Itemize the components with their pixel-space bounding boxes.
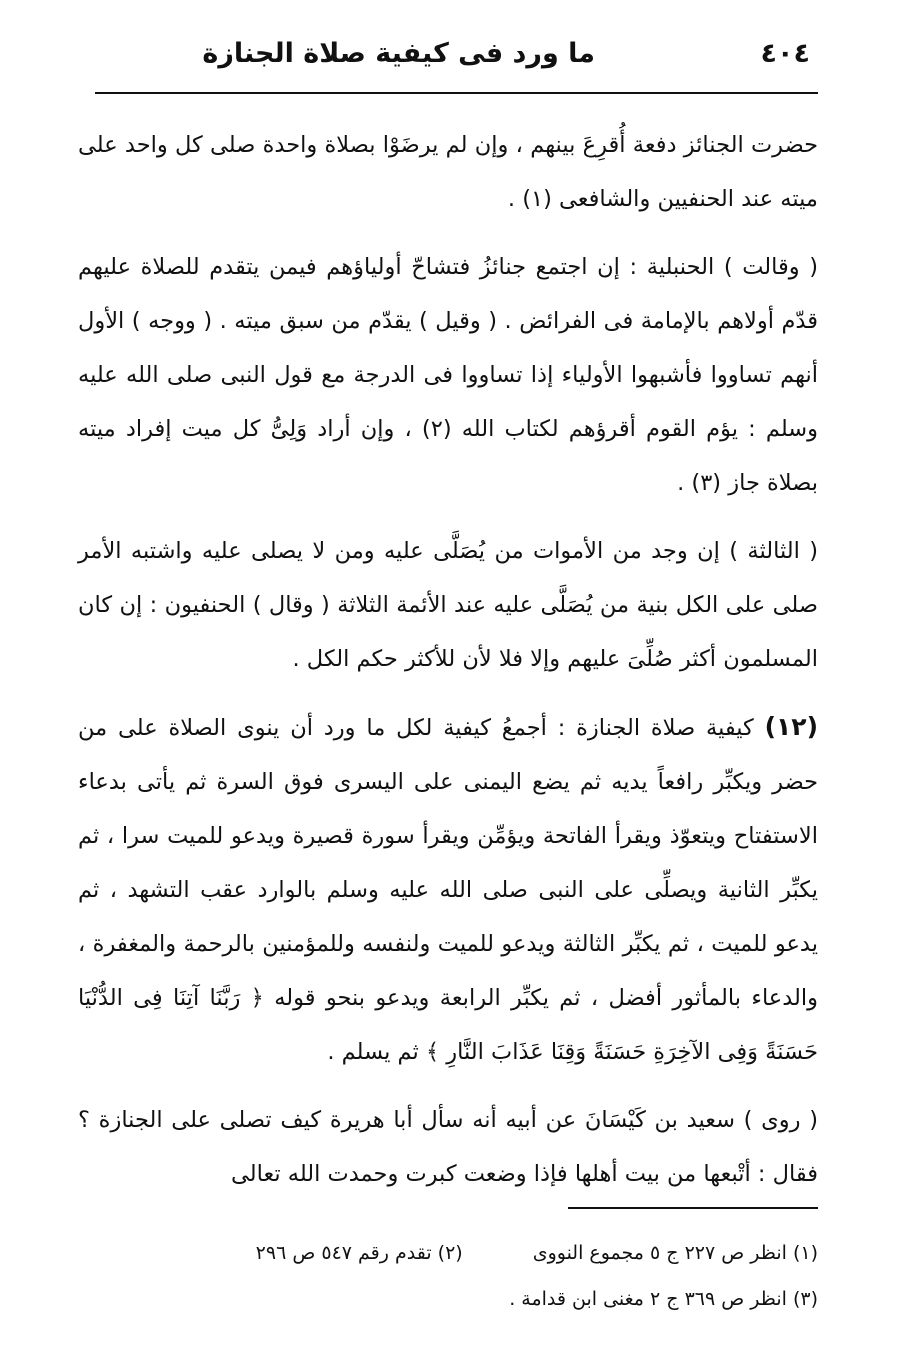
running-title: ما ورد فى كيفية صلاة الجنازة <box>202 38 595 69</box>
footnote-divider <box>568 1207 818 1209</box>
paragraph-4 <box>78 700 818 1079</box>
main-text <box>78 118 818 1201</box>
paragraph-4-text: كيفية صلاة الجنازة : أجمعُ كيفية لكل ما ورد أن ينوى الصلاة على من حضر ويكبِّر رافعاً يديه ثم يضع اليمنى على اليسرى فوق السرة ثم يأتى بدعاء الاستفتاح ويتعوّذ ويقرأ الفاتحة ويؤمِّن ويقرأ سورة قصيرة ويدعو للميت سرا ، ثم يكبِّر الثانية ويصلِّى على النبى صلى الله عليه وسلم بالوارد عقب التشهد ، ثم يدعو للميت ، ثم يكبِّر الثالثة ويدعو للميت ولنفسه وللمؤمنين بالرحمة والمغفرة ، والدعاء بالمأثور أفضل ، ثم يكبِّر الرابعة ويدعو بنحو قوله <box>78 715 819 1011</box>
footnote-row <box>150 1230 818 1276</box>
section-number: (١٢) <box>764 712 818 741</box>
paragraph-4-ending: ثم يسلم . <box>327 1039 419 1065</box>
page-number: ٤٠٤ <box>760 38 810 69</box>
quran-verse: ﴿ رَبَّنَا آتِنَا فِى الدُّنْيَا حَسَنَةً وَفِى الآخِرَةِ حَسَنَةً وَقِنَا عَذَابَ النَّارِ ﴾ <box>78 985 818 1065</box>
header-divider <box>95 92 818 94</box>
footnotes <box>150 1230 818 1322</box>
paragraph-2: ( وقالت ) الحنبلية : إن اجتمع جنائزُ فتشاحّ أولياؤهم فيمن يتقدم للصلاة عليهم قدّم أولاهم بالإمامة فى الفرائض . ( وقيل ) يقدّم من سبق ميته . ( ووجه ) الأول أنهم تساووا فأشبهوا الأولياء إذا تساووا فى الدرجة مع قول النبى صلى الله عليه وسلم : يؤم القوم أقرؤهم لكتاب الله (٢) ، وإن أراد وَلِىُّ كل ميت إفراد ميته بصلاة جاز (٣) . <box>78 254 818 496</box>
footnote-1: (١) انظر ص ٢٢٧ ج ٥ مجموع النووى <box>532 1242 818 1264</box>
paragraph-5: ( روى ) سعيد بن كَيْسَانَ عن أبيه أنه سأل أبا هريرة كيف تصلى على الجنازة ؟ فقال : أتْبعها من بيت أهلها فإذا وضعت كبرت وحمدت الله تعالى <box>78 1107 818 1187</box>
paragraph-3: ( الثالثة ) إن وجد من الأموات من يُصَلَّى عليه ومن لا يصلى عليه واشتبه الأمر صلى على الكل بنية من يُصَلَّى عليه عند الأئمة الثلاثة ( وقال ) الحنفيون : إن كان المسلمون أكثر صُلِّىَ عليهم وإلا فلا لأن للأكثر حكم الكل . <box>78 538 818 672</box>
paragraph-1: حضرت الجنائز دفعة أُقرِعَ بينهم ، وإن لم يرضَوْا بصلاة واحدة صلى كل واحد على ميته عند الحنفيين والشافعى (١) . <box>78 132 818 212</box>
footnote-3: (٣) انظر ص ٣٦٩ ج ٢ مغنى ابن قدامة . <box>509 1288 818 1310</box>
page-header <box>95 34 810 82</box>
footnote-row <box>150 1276 818 1322</box>
footnote-2: (٢) تقدم رقم ٥٤٧ ص ٢٩٦ <box>255 1242 463 1264</box>
